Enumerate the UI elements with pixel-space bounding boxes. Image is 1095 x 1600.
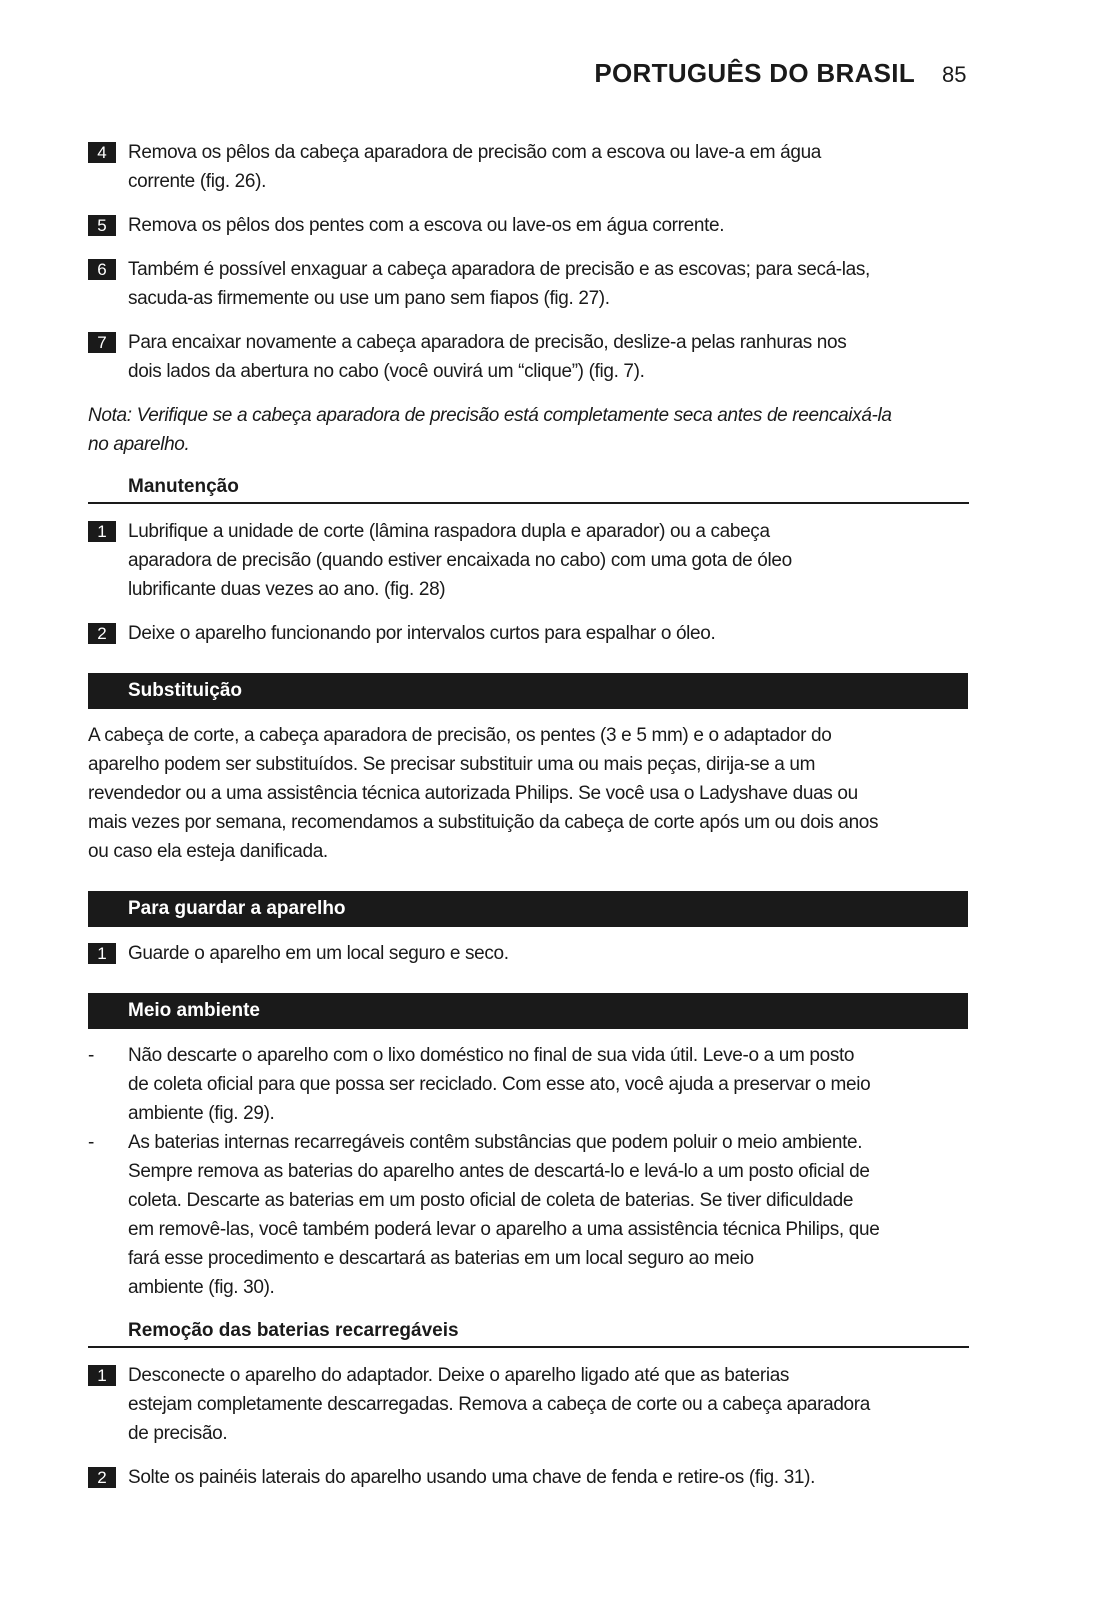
text-line: Remova os pêlos dos pentes com a escova ou lave-os em água corrente.: [128, 215, 725, 236]
step-number: 7: [88, 332, 116, 353]
step-number: 1: [88, 943, 116, 964]
replacement-paragraph: [88, 721, 968, 866]
text-line: As baterias internas recarregáveis contêm substâncias que podem poluir o meio ambiente.: [128, 1132, 863, 1153]
step-item: [88, 138, 968, 196]
bullet-dash: -: [88, 1045, 95, 1066]
step-item: [88, 517, 968, 604]
section-bar-replacement: Substituição: [88, 673, 968, 709]
step-item: [88, 939, 968, 968]
step-number: 5: [88, 215, 116, 236]
step-item: [88, 1463, 968, 1492]
text-line: Solte os painéis laterais do aparelho usando uma chave de fenda e retire-os (fig. 31).: [128, 1467, 816, 1488]
text-line: em removê-las, você também poderá levar o aparelho a uma assistência técnica Philips, que: [128, 1219, 880, 1240]
text-line: fará esse procedimento e descartará as baterias em um local seguro ao meio: [128, 1248, 754, 1269]
text-line: Nota: Verifique se a cabeça aparadora de precisão está completamente seca antes de reencaixá-la: [88, 405, 892, 426]
bullet-item: [88, 1128, 968, 1302]
step-item: [88, 328, 968, 386]
text-line: de coleta oficial para que possa ser reciclado. Com esse ato, você ajuda a preservar o meio: [128, 1074, 871, 1095]
step-item: [88, 619, 968, 648]
text-line: A cabeça de corte, a cabeça aparadora de precisão, os pentes (3 e 5 mm) e o adaptador do: [88, 725, 832, 746]
step-number: 2: [88, 623, 116, 644]
text-line: dois lados da abertura no cabo (você ouvirá um “clique”) (fig. 7).: [128, 361, 645, 382]
text-line: de precisão.: [128, 1423, 228, 1444]
note: [88, 401, 968, 459]
step-item: [88, 1361, 968, 1448]
section-bar-environment: Meio ambiente: [88, 993, 968, 1029]
text-line: ambiente (fig. 30).: [128, 1277, 275, 1298]
text-line: lubrificante duas vezes ao ano. (fig. 28): [128, 579, 446, 600]
section-bar-storage: Para guardar a aparelho: [88, 891, 968, 927]
step-number: 6: [88, 259, 116, 280]
text-line: mais vezes por semana, recomendamos a substituição da cabeça de corte após um ou dois anos: [88, 812, 879, 833]
text-line: Guarde o aparelho em um local seguro e seco.: [128, 943, 509, 964]
section-title: PORTUGUÊS DO BRASIL: [594, 58, 915, 88]
subheading-maintenance: Manutenção: [88, 474, 969, 504]
step-number: 2: [88, 1467, 116, 1488]
step-item: [88, 211, 968, 240]
text-line: estejam completamente descarregadas. Remova a cabeça de corte ou a cabeça aparadora: [128, 1394, 870, 1415]
text-line: no aparelho.: [88, 434, 190, 455]
text-line: aparadora de precisão (quando estiver encaixada no cabo) com uma gota de óleo: [128, 550, 792, 571]
step-item: [88, 255, 968, 313]
bullet-dash: -: [88, 1132, 95, 1153]
text-line: revendedor ou a uma assistência técnica autorizada Philips. Se você usa o Ladyshave duas ou: [88, 783, 858, 804]
page-number: 85: [942, 62, 967, 87]
text-line: Desconecte o aparelho do adaptador. Deixe o aparelho ligado até que as baterias: [128, 1365, 790, 1386]
bullet-item: [88, 1041, 968, 1128]
text-line: Remova os pêlos da cabeça aparadora de precisão com a escova ou lave-a em água: [128, 142, 822, 163]
text-line: ambiente (fig. 29).: [128, 1103, 275, 1124]
text-line: corrente (fig. 26).: [128, 171, 267, 192]
text-line: sacuda-as firmemente ou use um pano sem fiapos (fig. 27).: [128, 288, 610, 309]
text-line: Não descarte o aparelho com o lixo doméstico no final de sua vida útil. Leve-o a um posto: [128, 1045, 855, 1066]
step-number: 1: [88, 521, 116, 542]
step-number: 1: [88, 1365, 116, 1386]
text-line: Deixe o aparelho funcionando por intervalos curtos para espalhar o óleo.: [128, 623, 716, 644]
text-line: Sempre remova as baterias do aparelho antes de descartá-lo e levá-lo a um posto oficial de: [128, 1161, 870, 1182]
text-line: Também é possível enxaguar a cabeça aparadora de precisão e as escovas; para secá-las,: [128, 259, 870, 280]
subheading-battery-removal: Remoção das baterias recarregáveis: [88, 1318, 969, 1348]
text-line: Para encaixar novamente a cabeça aparadora de precisão, deslize-a pelas ranhuras nos: [128, 332, 847, 353]
step-number: 4: [88, 142, 116, 163]
text-line: Lubrifique a unidade de corte (lâmina raspadora dupla e aparador) ou a cabeça: [128, 521, 770, 542]
text-line: coleta. Descarte as baterias em um posto oficial de coleta de baterias. Se tiver dificuldade: [128, 1190, 854, 1211]
text-line: aparelho podem ser substituídos. Se precisar substituir uma ou mais peças, dirija-se a um: [88, 754, 816, 775]
text-line: ou caso ela esteja danificada.: [88, 841, 328, 862]
